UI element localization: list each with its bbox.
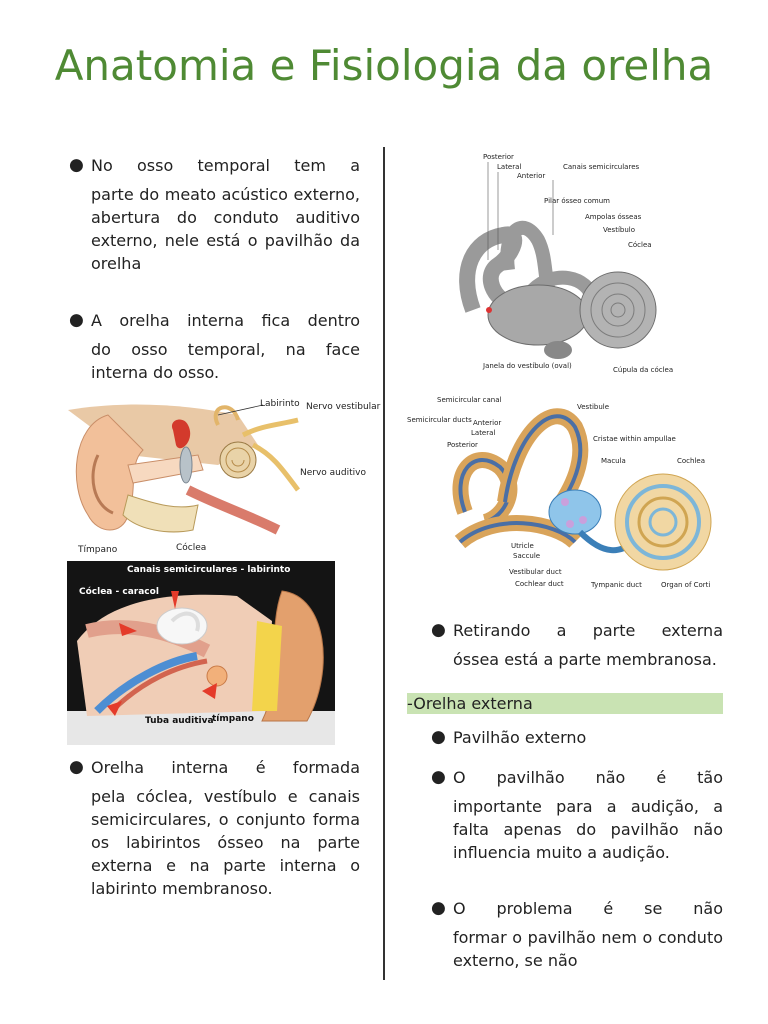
bullet-first-line: Retirando a parte externa: [453, 621, 723, 640]
figure-label: Cóclea: [176, 543, 207, 553]
figure-label: Labirinto: [260, 399, 300, 409]
bullet-icon: ●: [69, 757, 84, 777]
bullet-icon: ●: [69, 310, 84, 330]
figure-label: Organ of Corti: [661, 581, 711, 589]
figure-label: Cúpula da cóclea: [613, 366, 674, 374]
figure-label: Nervo vestibular: [306, 402, 381, 412]
figure-label: Vestibule: [577, 403, 610, 411]
bullet-icon: ●: [69, 155, 84, 175]
bullet-item: [69, 154, 360, 275]
figure-label: Anterior: [517, 172, 546, 180]
bullet-text: do osso temporal, na face interna do osso.: [91, 340, 360, 382]
bullet-text: formar o pavilhão nem o conduto externo, se não: [453, 928, 723, 970]
figure-label: Saccule: [513, 552, 541, 560]
bullet-item: [431, 766, 723, 864]
figure-label: Vestibular duct: [509, 568, 562, 576]
membranous-labyrinth-figure: [405, 392, 723, 590]
figure-label: Nervo auditivo: [300, 468, 366, 478]
bullet-text: parte do meato acústico externo, abertura do conduto auditivo externo, nele está o pavilhão da orelha: [91, 185, 360, 273]
figure-label: Ampolas ósseas: [585, 213, 642, 221]
bullet-first-line: O problema é se não: [453, 899, 723, 918]
figure-label: Lateral: [497, 163, 522, 171]
figure-label: Semicircular ducts: [407, 416, 472, 424]
bullet-first-line: A orelha interna fica dentro: [91, 311, 360, 330]
figure-label: Semicircular canal: [437, 396, 502, 404]
page-title: Anatomia e Fisiologia da orelha: [54, 41, 714, 90]
figure-label: Posterior: [483, 153, 514, 161]
bullet-item: [431, 897, 723, 972]
section-heading: -Orelha externa: [407, 693, 723, 714]
figure-label: Janela do vestíbulo (oval): [483, 362, 572, 370]
bullet-item: [431, 619, 723, 671]
figure-label: Cóclea: [628, 241, 652, 249]
figure-label: Macula: [601, 457, 626, 465]
figure-label: Utricle: [511, 542, 534, 550]
figure-label: Cóclea - caracol: [79, 587, 159, 597]
ear-anatomy-figure: [68, 395, 381, 557]
figure-label: Canais semicirculares: [563, 163, 640, 171]
bullet-icon: ●: [431, 767, 446, 787]
bullet-icon: ●: [431, 620, 446, 640]
figure-label: Vestíbulo: [603, 226, 635, 234]
bullet-first-line: Pavilhão externo: [453, 728, 587, 747]
bullet-item: [69, 309, 360, 384]
bullet-text: importante para a audição, a falta apenas do pavilhão não influencia muito a audição.: [453, 797, 723, 862]
bullet-first-line: O pavilhão não é tão: [453, 768, 723, 787]
figure-label: Lateral: [471, 429, 496, 437]
figure-label: Tímpano: [78, 545, 118, 555]
figure-label: Cochlea: [677, 457, 705, 465]
bullet-text: óssea está a parte membranosa.: [453, 650, 717, 669]
figure-label: tímpano: [212, 714, 254, 724]
figure-label: Canais semicirculares - labirinto: [127, 565, 291, 575]
figure-label: Anterior: [473, 419, 502, 427]
figure-label: Tuba auditiva: [145, 716, 214, 726]
bullet-first-line: No osso temporal tem a: [91, 156, 360, 175]
bullet-first-line: Orelha interna é formada: [91, 758, 360, 777]
bullet-icon: ●: [431, 898, 446, 918]
column-divider: [383, 147, 385, 980]
bullet-item: [69, 756, 360, 900]
bullet-icon: ●: [431, 727, 446, 747]
figure-label: Tympanic duct: [591, 581, 642, 589]
figure-label: Pilar ósseo comum: [544, 197, 610, 205]
figure-label: Cochlear duct: [515, 580, 564, 588]
figure-label: Posterior: [447, 441, 478, 449]
bullet-text: pela cóclea, vestíbulo e canais semicirculares, o conjunto forma os labirintos ósseo na parte externa e na parte interna o labirinto membranoso.: [91, 787, 360, 898]
ear-model-photo: [67, 561, 335, 745]
figure-label: Cristae within ampullae: [593, 435, 676, 443]
bony-labyrinth-figure: [453, 150, 674, 382]
bullet-item: [431, 726, 723, 749]
